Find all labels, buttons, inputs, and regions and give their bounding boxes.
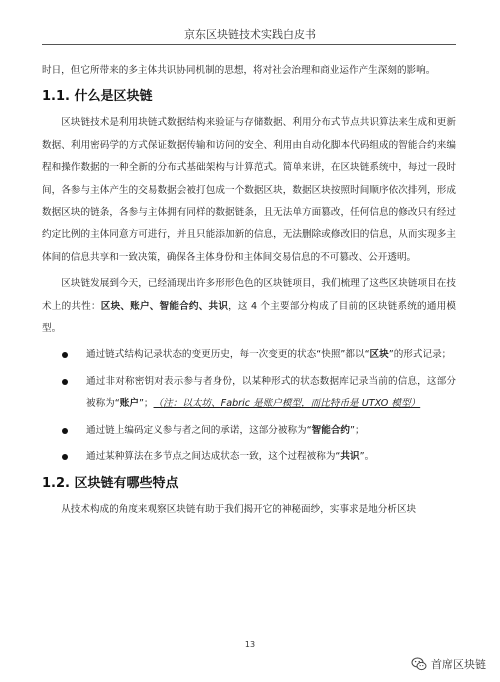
list-item-text: ”。: [359, 451, 375, 463]
wechat-icon: [411, 656, 427, 672]
page-content: [42, 60, 456, 521]
list-item-consensus: [42, 446, 456, 468]
list-item-text: 通过链上编码定义参与者之间的承诺，这部分被称为“: [86, 424, 312, 436]
list-item-text: 通过链式结构记录状态的变更历史，每一次变更的状态“快照”都以“: [86, 349, 370, 361]
list-item-text: 通过非对称密钥对表示参与者身份，以某种形式的状态数据库记录当前的信息，这部分被称为“: [86, 375, 456, 410]
list-item-term: 账户: [119, 398, 139, 410]
page-header-title: 京东区块链技术实践白皮书: [184, 28, 316, 41]
section-heading-what-is-blockchain: 1.1. 什么是区块链: [42, 89, 153, 105]
list-item-term: 智能合约: [311, 424, 351, 436]
list-item-note: （注：以太坊、Fabric 是账户模型，而比特币是 UTXO 模型）: [153, 398, 421, 410]
list-item-text: ”；: [138, 398, 154, 410]
bullet-dot: [62, 379, 68, 385]
common-model-text-pre: 区块链发展到今天，已经涌现出许多形形色色的区块链项目，我们梳理了这些区块链项目在技术上的共性：: [42, 278, 456, 312]
list-item-term: 区块: [369, 349, 389, 361]
page-number: 13: [244, 640, 256, 649]
watermark-text: 首席区块链: [431, 658, 486, 671]
common-model-text-post: ，这 4 个主要部分构成了目前的区块链系统的通用模型。: [42, 300, 457, 335]
list-item-smart-contract: [42, 420, 456, 442]
bullet-dot: [62, 428, 68, 434]
common-model-paragraph: [42, 273, 456, 340]
section-heading-features: 1.2. 区块链有哪些特点: [42, 475, 179, 491]
bullet-dot: [62, 454, 68, 460]
features-paragraph: 从技术构成的角度来观察区块链有助于我们揭开它的神秘面纱，实事求是地分析区块: [61, 503, 417, 515]
model-component-list: [42, 344, 456, 468]
list-item-term: 共识: [340, 451, 360, 463]
bullet-dot: [62, 352, 68, 358]
common-model-terms: 区块、账户、智能合约、共识: [100, 300, 229, 312]
watermark: [411, 656, 486, 672]
list-item-block: [42, 344, 456, 366]
definition-paragraph: 区块链技术是利用块链式数据结构来验证与存储数据、利用分布式节点共识算法来生成和更新数据、利用密码学的方式保证数据传输和访问的安全、利用由自动化脚本代码组成的智能合约来编程和操作数据的一种全新的分布式基础架构与计算范式。简单来讲，在区块链系统中，每过一段时间，各参与主体产生的交易数据会被打包成一个数据区块，数据区块按照时间顺序依次排列，形成数据区块的链条，各参与主体拥有同样的数据链条，且无法单方面篡改，任何信息的修改只有经过约定比例的主体同意方可进行，并且只能添加新的信息，无法删除或修改旧的信息，从而实现多主体间的信息共享和一致决策，确保各主体身份和主体间交易信息的不可篡改、公开透明。: [42, 117, 456, 263]
list-item-account: [42, 371, 456, 416]
list-item-text: ”；: [350, 424, 365, 436]
header-divider: [42, 44, 456, 45]
continued-paragraph: 时日，但它所带来的多主体共识协同机制的思想，将对社会治理和商业运作产生深刻的影响。: [42, 65, 436, 76]
list-item-text: 通过某种算法在多节点之间达成状态一致，这个过程被称为“: [86, 451, 341, 463]
list-item-text: ”的形式记录；: [388, 349, 452, 361]
